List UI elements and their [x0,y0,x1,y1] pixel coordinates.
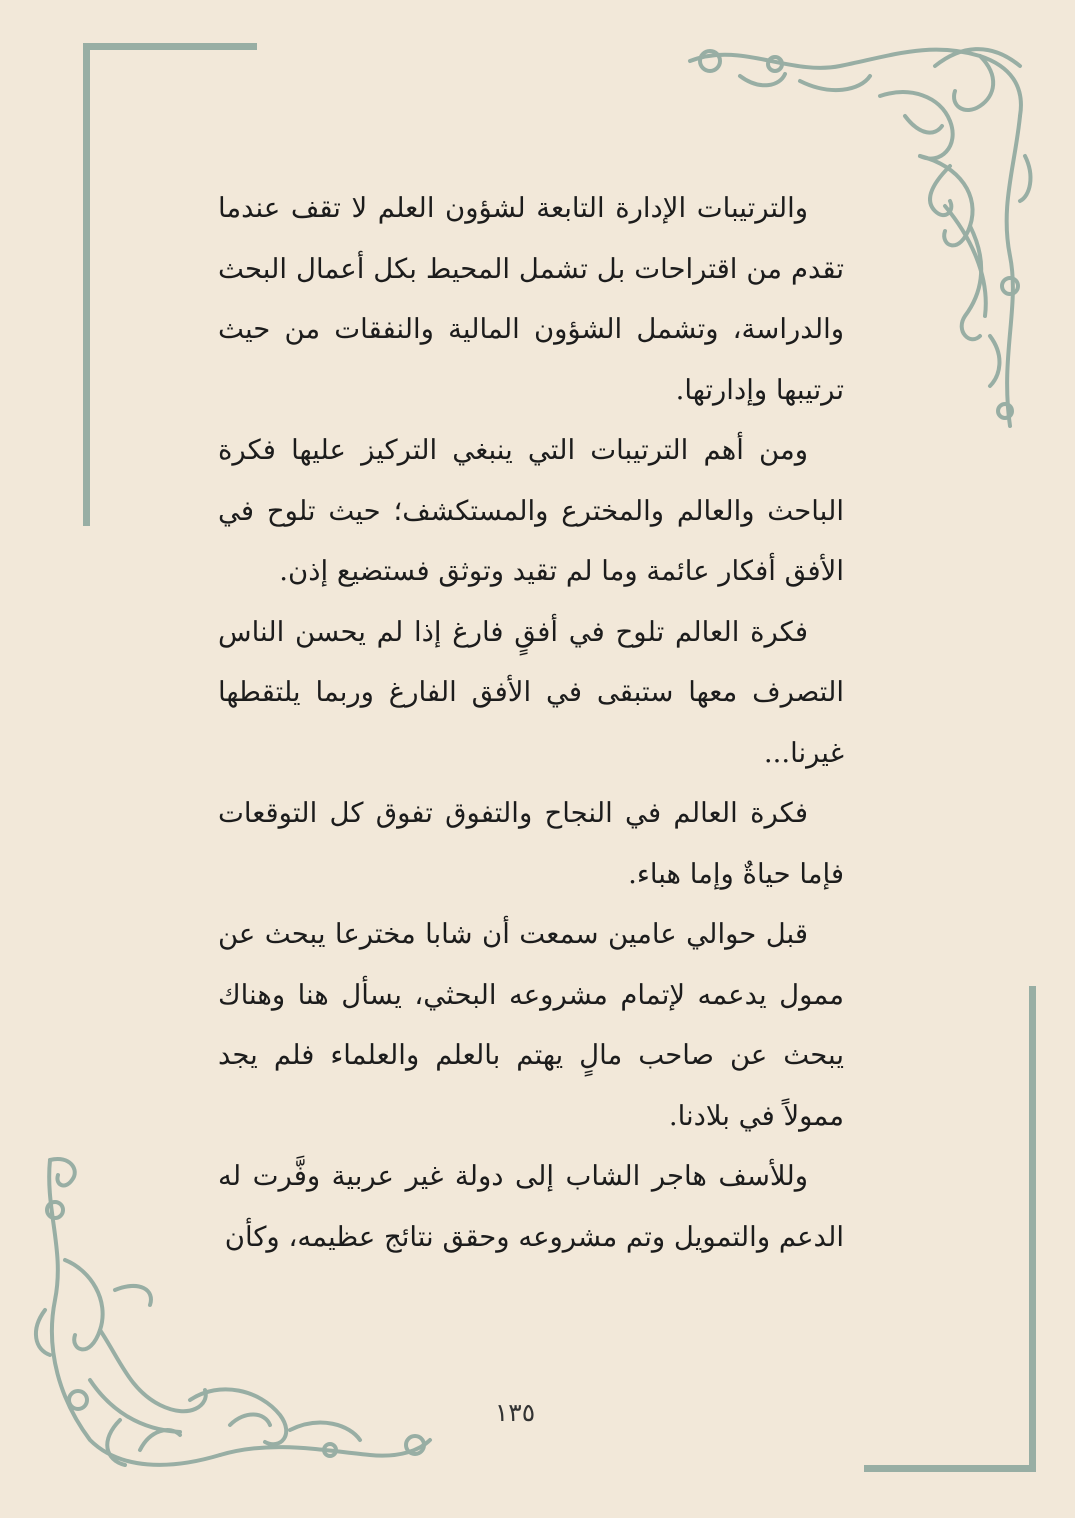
paragraph [218,602,844,784]
frame-line-right [1029,986,1036,1472]
paragraph [218,783,844,904]
paragraph [218,904,844,1146]
body-text [218,178,844,1267]
paragraph-text: فكرة العالم في النجاح والتفوق تفوق كل التوقعات فإما حياةٌ وإما هباء. [218,797,844,890]
paragraph-text: ومن أهم الترتيبات التي ينبغي التركيز عليها فكرة الباحث والعالم والمخترع والمستكشف؛ حيث تلوح في الأفق أفكار عائمة وما لم تقيد وتوثق فستضيع إذن. [218,434,844,587]
paragraph [218,420,844,602]
page-number: ١٣٥ [494,1398,536,1427]
paragraph-text: قبل حوالي عامين سمعت أن شابا مخترعا يبحث عن ممول يدعمه لإتمام مشروعه البحثي، يسأل هنا وهناك يبحث عن صاحب مالٍ يهتم بالعلم والعلماء فلم يجد ممولاً في بلادنا. [218,918,844,1132]
paragraph [218,178,844,420]
paragraph-text: وللأسف هاجر الشاب إلى دولة غير عربية وفَّرت له الدعم والتمويل وتم مشروعه وحقق نتائج عظيمه، وكأن [218,1160,844,1253]
paragraph [218,1146,844,1267]
paragraph-text: والترتيبات الإدارة التابعة لشؤون العلم لا تقف عندما تقدم من اقتراحات بل تشمل المحيط بكل أعمال البحث والدراسة، وتشمل الشؤون المالية والنفقات من حيث ترتيبها وإدارتها. [218,192,844,406]
frame-line-bottom [864,1465,1036,1472]
paragraph-text: فكرة العالم تلوح في أفقٍ فارغ إذا لم يحسن الناس التصرف معها ستبقى في الأفق الفارغ وربما يلتقطها غيرنا... [218,615,844,769]
frame-line-top [83,43,257,50]
frame-line-left [83,43,90,526]
